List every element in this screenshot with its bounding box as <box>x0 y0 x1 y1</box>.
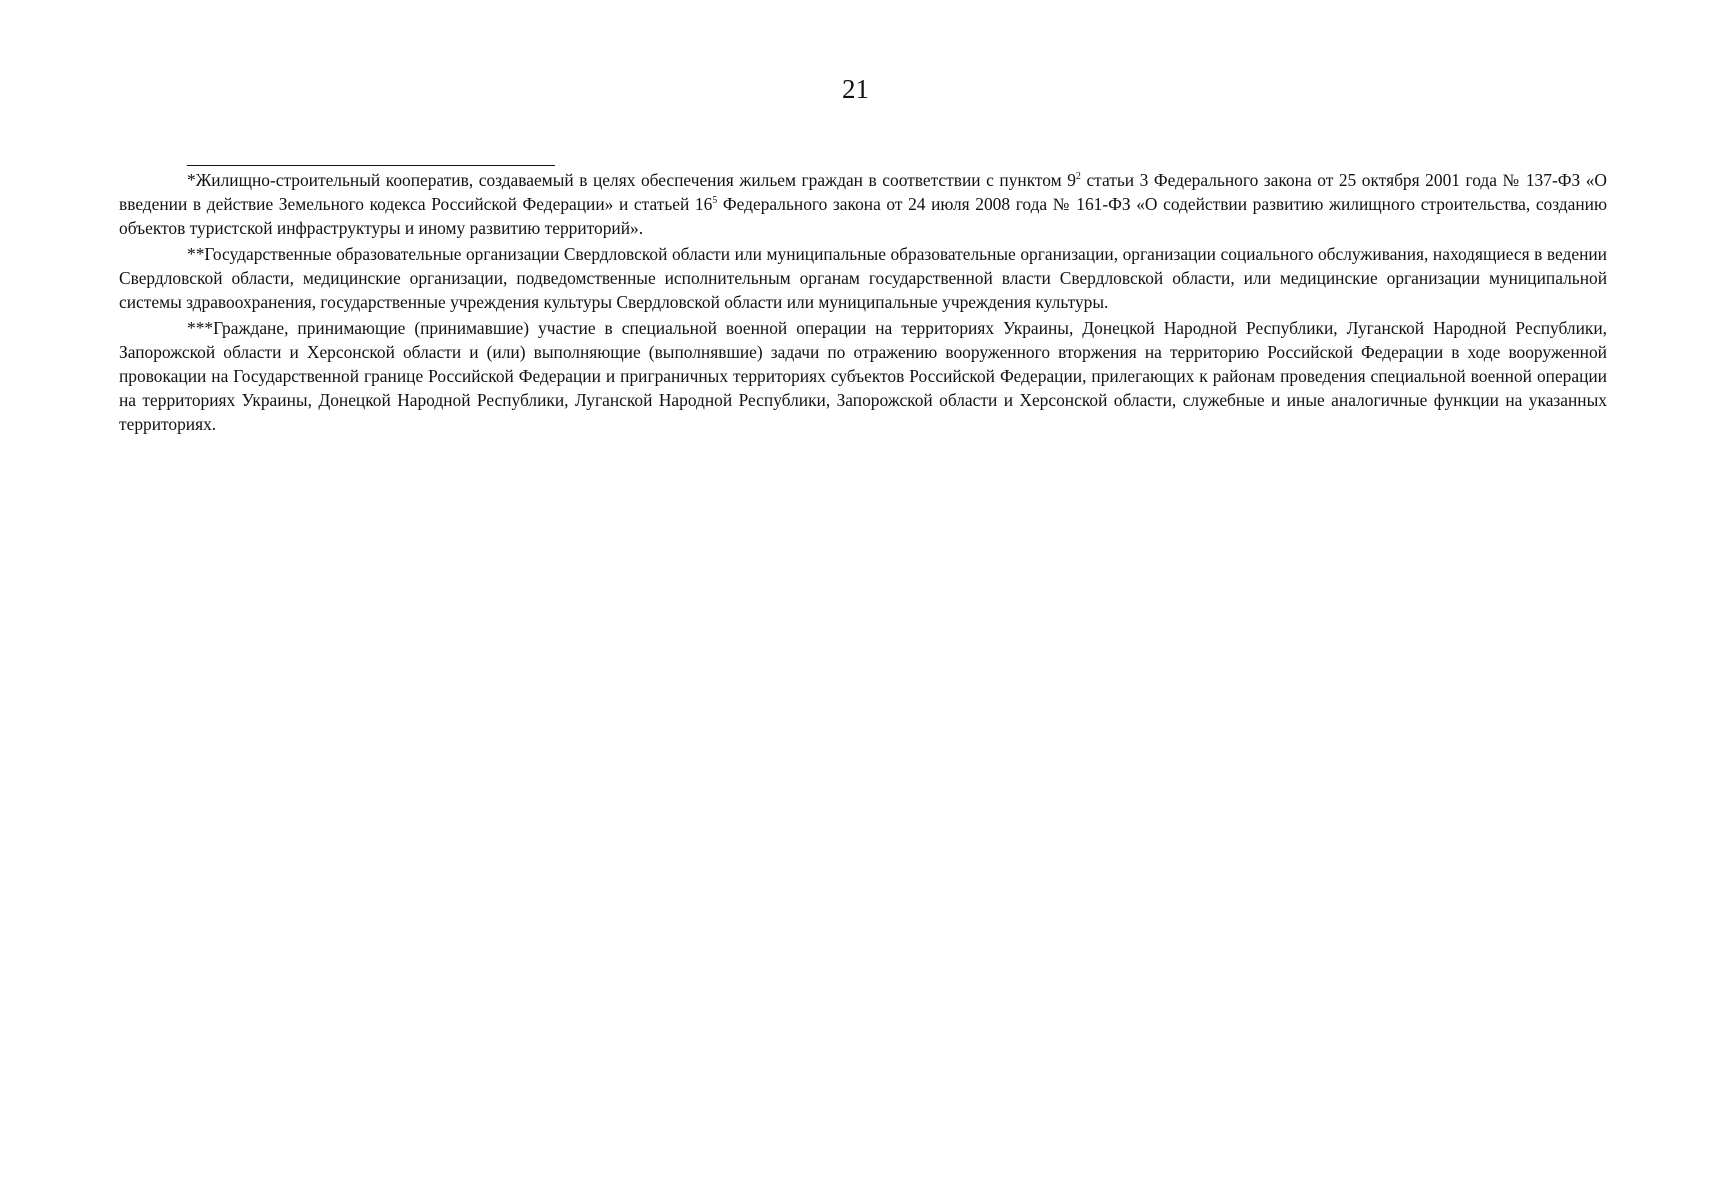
footnote-mark-3: *** <box>187 318 214 338</box>
footnote-1-superscript-5: 5 <box>712 195 718 206</box>
footnote-mark-2: ** <box>187 244 205 264</box>
footnote-1 <box>119 168 1607 240</box>
footnote-mark-1: * <box>187 170 196 190</box>
footnote-2 <box>119 242 1607 314</box>
footnote-1-text-part-2: статьи 3 Федерального закона от 25 октября 2001 года № 137-ФЗ «О введении в действие Земельного кодекса Российской Федерации» и статьей 16 <box>119 170 1607 214</box>
footnote-1-text-part-1: Жилищно-строительный кооператив, создаваемый в целях обеспечения жильем граждан в соответствии с пунктом 9 <box>195 170 1076 190</box>
footnote-3 <box>119 316 1607 436</box>
footnotes-section <box>119 168 1607 438</box>
footnote-1-superscript-2: 2 <box>1075 171 1081 182</box>
footnote-3-text: Граждане, принимающие (принимавшие) участие в специальной военной операции на территориях Украины, Донецкой Народной Республики, Луганской Народной Республики, Запорожской области и Херсонской области и (или) выполняющие (выполнявшие) задачи по отражению вооруженного вторжения на территорию Российской Федерации в ходе вооруженной провокации на Государственной границе Российской Федерации и приграничных территориях субъектов Российской Федерации, прилегающих к районам проведения специальной военной операции на территориях Украины, Донецкой Народной Республики, Луганской Народной Республики, Запорожской области и Херсонской области, служебные и иные аналогичные функции на указанных территориях. <box>119 318 1607 434</box>
page-number: 21 <box>842 74 869 104</box>
footnote-1-text-part-3: Федерального закона от 24 июля 2008 года № 161-ФЗ «О содействии развитию жилищного строительства, созданию объектов туристской инфраструктуры и иному развитию территорий». <box>119 194 1607 238</box>
footnote-2-text: Государственные образовательные организации Свердловской области или муниципальные образовательные организации, организации социального обслуживания, находящиеся в ведении Свердловской области, медицинские организации, подведомственные исполнительным органам государственной власти Свердловской области, или медицинские организации муниципальной системы здравоохранения, государственные учреждения культуры Свердловской области или муниципальные учреждения культуры. <box>119 244 1607 312</box>
footnote-separator <box>187 165 555 166</box>
